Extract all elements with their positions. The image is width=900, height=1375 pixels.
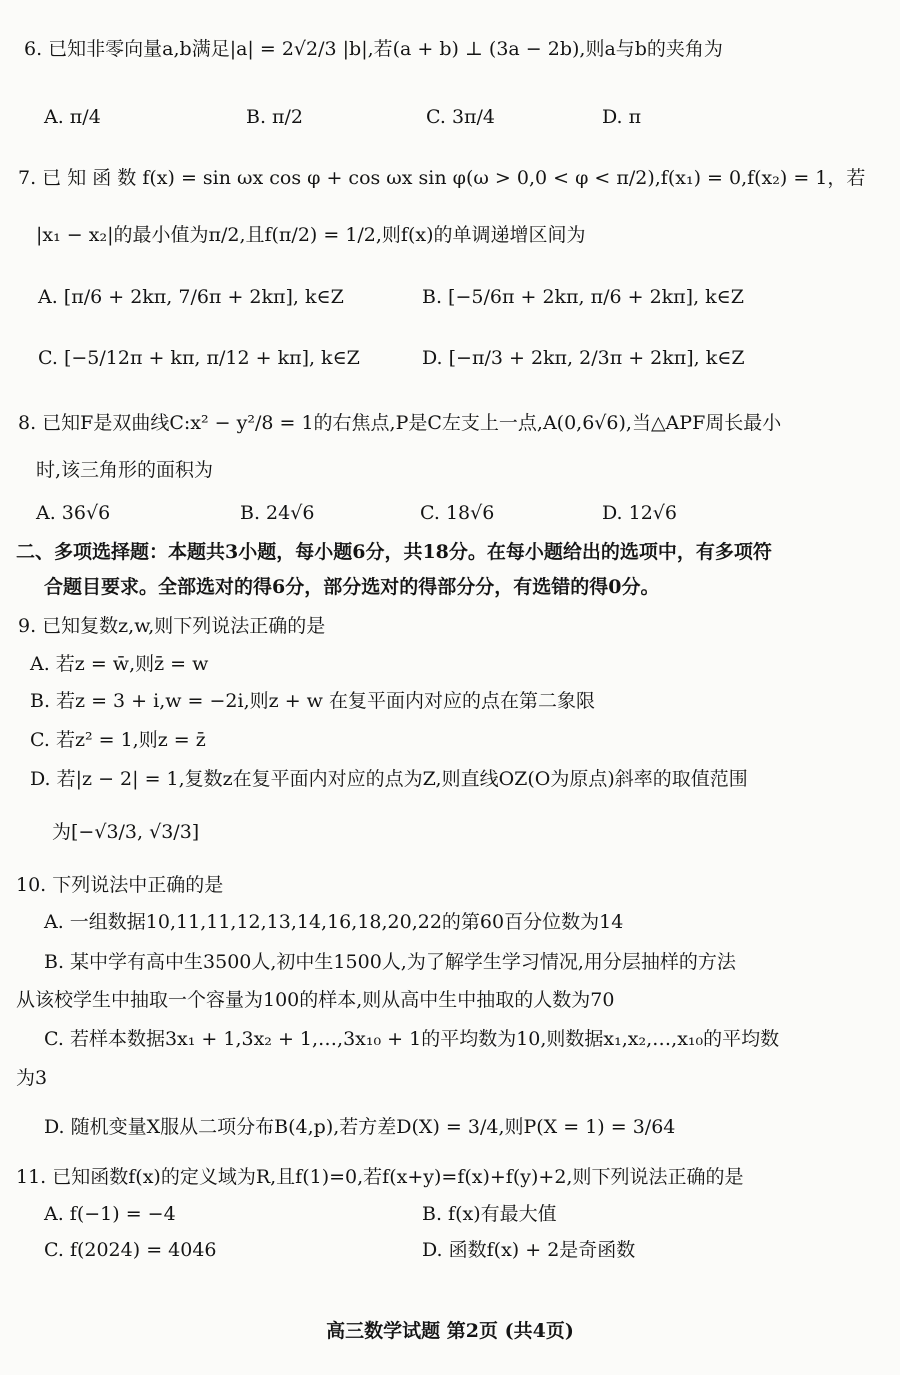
q7-option-b: B. [−5/6π + 2kπ, π/6 + 2kπ], k∈Z — [422, 286, 744, 308]
q11-option-a: A. f(−1) = −4 — [44, 1203, 176, 1225]
q6-stem: 6. 已知非零向量a,b满足|a| = 2√2/3 |b|,若(a + b) ⊥ (3a − 2b),则a与b的夹角为 — [24, 38, 723, 60]
q10-option-b-line1: B. 某中学有高中生3500人,初中生1500人,为了解学生学习情况,用分层抽样的方法 — [44, 951, 736, 973]
q8-option-c: C. 18√6 — [420, 502, 495, 524]
q6-option-c: C. 3π/4 — [426, 106, 496, 128]
q7-stem-line2: |x₁ − x₂|的最小值为π/2,且f(π/2) = 1/2,则f(x)的单调递增区间为 — [36, 224, 586, 246]
q8-stem-line2: 时,该三角形的面积为 — [36, 459, 214, 481]
q9-option-b: B. 若z = 3 + i,w = −2i,则z + w 在复平面内对应的点在第二象限 — [30, 690, 595, 712]
q10-option-a: A. 一组数据10,11,11,12,13,14,16,18,20,22的第60百分位数为14 — [44, 911, 624, 933]
q7-option-a: A. [π/6 + 2kπ, 7/6π + 2kπ], k∈Z — [38, 286, 344, 308]
section-2-instructions: 合题目要求。全部选对的得6分，部分选对的得部分分，有选错的得0分。 — [44, 576, 660, 598]
q11-option-d: D. 函数f(x) + 2是奇函数 — [422, 1239, 636, 1261]
page-footer: 高三数学试题 第2页 (共4页) — [326, 1320, 574, 1342]
q10-option-b-line2: 从该校学生中抽取一个容量为100的样本,则从高中生中抽取的人数为70 — [16, 989, 615, 1011]
q9-option-d-line1: D. 若|z − 2| = 1,复数z在复平面内对应的点为Z,则直线OZ(O为原点)斜率的取值范围 — [30, 768, 748, 790]
q8-option-b: B. 24√6 — [240, 502, 315, 524]
q10-option-c-line2: 为3 — [16, 1067, 48, 1089]
q10-stem: 10. 下列说法中正确的是 — [16, 874, 224, 896]
q9-option-a: A. 若z = w̄,则z̄ = w — [30, 653, 209, 675]
q9-option-c: C. 若z² = 1,则z = z̄ — [30, 729, 206, 751]
q9-stem: 9. 已知复数z,w,则下列说法正确的是 — [18, 615, 326, 637]
q10-option-c-line1: C. 若样本数据3x₁ + 1,3x₂ + 1,…,3x₁₀ + 1的平均数为10,则数据x₁,x₂,…,x₁₀的平均数 — [44, 1028, 780, 1050]
q11-option-b: B. f(x)有最大值 — [422, 1203, 557, 1225]
q6-option-d: D. π — [602, 106, 642, 128]
q11-option-c: C. f(2024) = 4046 — [44, 1239, 217, 1261]
section-2-heading: 二、多项选择题：本题共3小题，每小题6分，共18分。在每小题给出的选项中，有多项符 — [16, 541, 772, 563]
q8-stem-line1: 8. 已知F是双曲线C:x² − y²/8 = 1的右焦点,P是C左支上一点,A(0,6√6),当△APF周长最小 — [18, 412, 782, 434]
q7-stem-line1: 7. 已 知 函 数 f(x) = sin ωx cos φ + cos ωx sin φ(ω > 0,0 < φ < π/2),f(x₁) = 0,f(x₂) = 1，若 — [18, 167, 866, 189]
q7-option-d: D. [−π/3 + 2kπ, 2/3π + 2kπ], k∈Z — [422, 347, 745, 369]
q9-option-d-line2: 为[−√3/3, √3/3] — [52, 821, 200, 843]
q8-option-d: D. 12√6 — [602, 502, 678, 524]
q10-option-d: D. 随机变量X服从二项分布B(4,p),若方差D(X) = 3/4,则P(X = 1) = 3/64 — [44, 1116, 676, 1138]
q11-stem: 11. 已知函数f(x)的定义域为R,且f(1)=0,若f(x+y)=f(x)+f(y)+2,则下列说法正确的是 — [16, 1166, 744, 1188]
q6-option-a: A. π/4 — [44, 106, 101, 128]
q6-option-b: B. π/2 — [246, 106, 304, 128]
q7-option-c: C. [−5/12π + kπ, π/12 + kπ], k∈Z — [38, 347, 360, 369]
q8-option-a: A. 36√6 — [36, 502, 111, 524]
